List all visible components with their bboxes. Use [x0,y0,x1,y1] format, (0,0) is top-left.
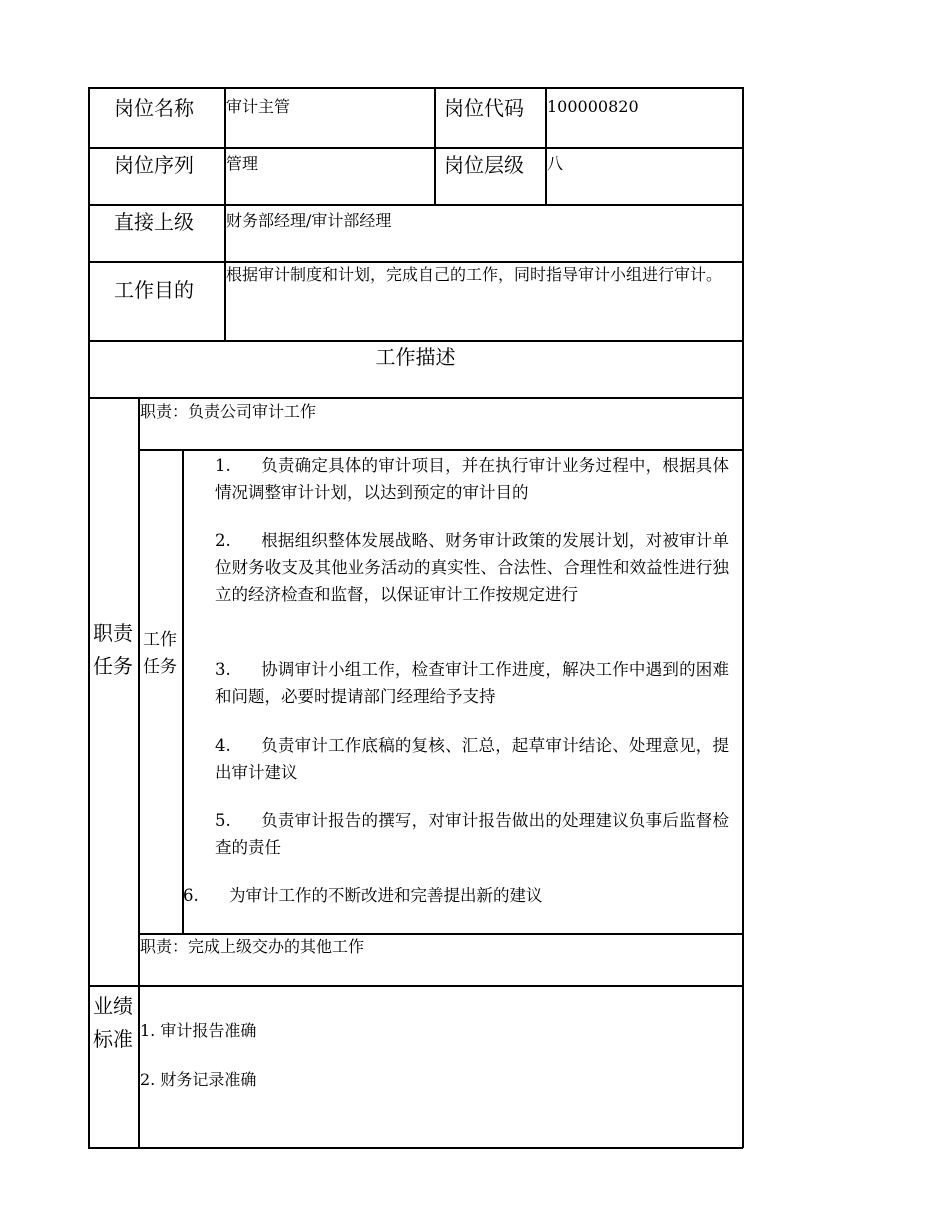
task-text: 负责审计工作底稿的复核、汇总，起草审计结论、处理意见，提出审计建议 [215,736,729,783]
row-divider [138,449,743,451]
task-number: 3. [215,660,231,679]
position-code-label: 岗位代码 [444,96,524,120]
row-divider [88,261,743,263]
task-item [215,656,729,710]
row-divider [88,397,743,399]
task-number: 1. [215,456,231,475]
tasks-label: 工作任务 [143,630,177,678]
border-right [742,87,744,1148]
objective-value: 根据审计制度和计划，完成自己的工作，同时指导审计小组进行审计。 [226,265,723,284]
task-text: 根据组织整体发展战略、财务审计政策的发展计划，对被审计单位财务收支及其他业务活动的真实性、合法性、合理性和效益性进行独立的经济检查和监督，以保证审计工作按规定进行 [215,531,729,605]
border-top [88,87,743,89]
sequence-value: 管理 [226,154,259,173]
performance-item: 2. 财务记录准确 [140,1070,257,1089]
sequence-label: 岗位序列 [114,153,194,177]
performance-item: 1. 审计报告准确 [140,1021,257,1040]
row-divider [138,933,743,935]
supervisor-label: 直接上级 [114,210,194,234]
supervisor-value: 财务部经理/审计部经理 [226,211,392,230]
row-divider [88,147,743,149]
task-item [215,732,729,786]
task-text: 负责确定具体的审计项目，并在执行审计业务过程中，根据具体情况调整审计计划，以达到预定的审计目的 [215,456,729,503]
row-divider [88,340,743,342]
objective-label: 工作目的 [114,278,194,302]
duty-title: 职责：完成上级交办的其他工作 [140,937,365,956]
task-number: 4. [215,736,231,755]
border-bottom [88,1147,743,1149]
section-title: 工作描述 [375,345,456,369]
position-name-value: 审计主管 [226,97,291,116]
task-item [215,452,729,506]
task-number: 5. [215,811,231,830]
col-divider [182,449,184,934]
job-description-table [88,87,743,1148]
task-item [215,807,729,861]
level-label: 岗位层级 [444,153,524,177]
task-number: 2. [215,531,231,550]
task-text: 协调审计小组工作，检查审计工作进度，解决工作中遇到的困难和问题，必要时提请部门经理给予支持 [215,660,729,707]
task-item [183,882,729,909]
task-item [215,527,729,609]
position-name-label: 岗位名称 [114,96,194,120]
row-divider [88,204,743,206]
task-text: 负责审计报告的撰写，对审计报告做出的处理建议负事后监督检查的责任 [215,811,729,858]
duties-label: 职责任务 [93,621,133,678]
task-text: 为审计工作的不断改进和完善提出新的建议 [229,886,543,905]
performance-label: 业绩标准 [93,994,133,1051]
col-divider [434,87,436,204]
level-value: 八 [547,154,564,173]
position-code-value: 100000820 [547,97,639,116]
duty-title: 职责：负责公司审计工作 [140,402,317,421]
row-divider [88,985,743,987]
task-number: 6. [183,886,199,905]
